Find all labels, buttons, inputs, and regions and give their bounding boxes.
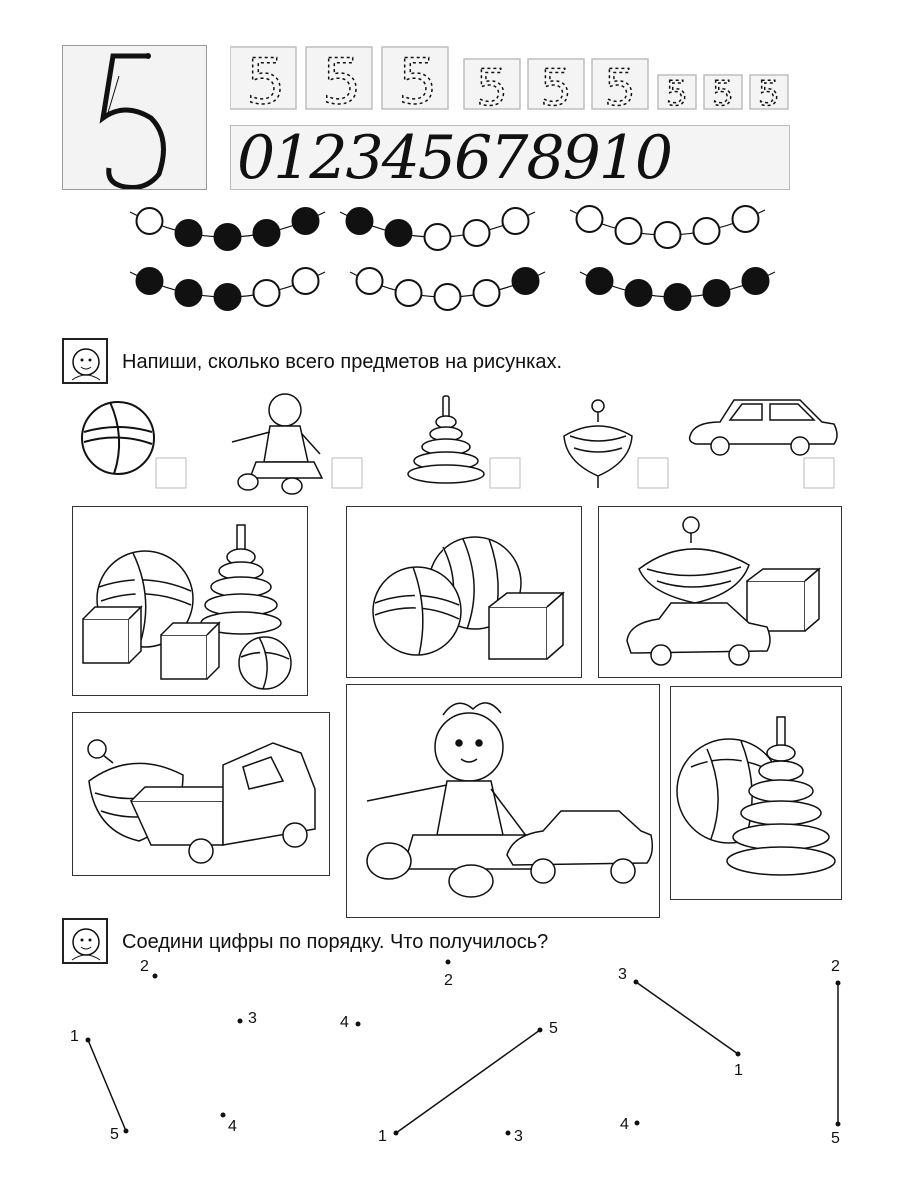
picture-frame-balls-block: [346, 506, 582, 678]
traced-fives-row: [230, 45, 790, 115]
task1-child-face-icon: [62, 338, 108, 384]
dot-label: 2: [140, 958, 149, 975]
empty-bead: [357, 268, 383, 294]
traced-five: 5: [758, 74, 780, 114]
empty-bead: [137, 208, 163, 234]
dot-label: 5: [549, 1020, 558, 1037]
connect-dots-area[interactable]: [0, 950, 918, 1150]
traced-five: 5: [712, 74, 734, 114]
filled-bead: [743, 268, 769, 294]
filled-bead: [215, 224, 241, 250]
filled-bead: [137, 268, 163, 294]
traced-five: 5: [476, 59, 508, 115]
empty-bead: [425, 224, 451, 250]
filled-bead: [254, 220, 280, 246]
dot-label: 2: [444, 972, 453, 989]
filled-bead: [626, 280, 652, 306]
traced-five: 5: [604, 59, 636, 115]
empty-bead: [474, 280, 500, 306]
task2-instruction: Соедини цифры по порядку. Что получилось?: [122, 931, 549, 953]
traced-five: 5: [398, 45, 438, 115]
big-five-glyph: [63, 46, 206, 189]
filled-bead: [215, 284, 241, 310]
dot-label: 2: [831, 958, 840, 975]
task1-instruction: Напиши, сколько всего предметов на рисунках.: [122, 351, 563, 373]
picture-frame-top-truck: [72, 712, 330, 876]
number-line-box: [230, 123, 790, 193]
filled-bead: [665, 284, 691, 310]
picture-frame-ball-pyramid: [670, 686, 842, 900]
empty-bead: [435, 284, 461, 310]
empty-bead: [655, 222, 681, 248]
bead-strings: [120, 200, 820, 330]
picture-frame-doll-car: [346, 684, 660, 918]
dot-label: 3: [248, 1010, 257, 1027]
number-line-text: 012345678910: [237, 123, 672, 193]
traced-five: 5: [540, 59, 572, 115]
filled-bead: [176, 220, 202, 246]
dot-label: 5: [110, 1126, 119, 1143]
filled-bead: [347, 208, 373, 234]
filled-bead: [386, 220, 412, 246]
empty-bead: [254, 280, 280, 306]
empty-bead: [503, 208, 529, 234]
pyramid-icon: [408, 396, 484, 483]
empty-bead: [733, 206, 759, 232]
picture-frame-top-car-block: [598, 506, 842, 678]
dot-label: 4: [340, 1014, 349, 1031]
dot-label: 1: [734, 1062, 743, 1079]
dot-label: 1: [70, 1028, 79, 1045]
empty-bead: [293, 268, 319, 294]
empty-bead: [464, 220, 490, 246]
toys-row: [70, 392, 850, 502]
car-icon: [690, 400, 837, 455]
traced-five: 5: [666, 74, 688, 114]
spinning-top-icon: [564, 400, 632, 488]
big-digit-box: [62, 45, 207, 190]
empty-bead: [616, 218, 642, 244]
filled-bead: [513, 268, 539, 294]
traced-five: 5: [322, 45, 362, 115]
dot-label: 3: [514, 1128, 523, 1145]
empty-bead: [577, 206, 603, 232]
empty-bead: [396, 280, 422, 306]
ball-icon: [82, 402, 154, 474]
dot-label: 5: [831, 1130, 840, 1147]
doll-icon: [232, 394, 322, 494]
empty-bead: [694, 218, 720, 244]
filled-bead: [587, 268, 613, 294]
filled-bead: [704, 280, 730, 306]
traced-five: 5: [246, 45, 286, 115]
filled-bead: [176, 280, 202, 306]
dot-label: 1: [378, 1128, 387, 1145]
dot-label: 4: [620, 1116, 629, 1133]
pyramid-icon: [201, 525, 281, 634]
dot-label: 3: [618, 966, 627, 983]
dot-label: 4: [228, 1118, 237, 1135]
picture-frame-ball-blocks-pyramid: [72, 506, 308, 696]
filled-bead: [293, 208, 319, 234]
